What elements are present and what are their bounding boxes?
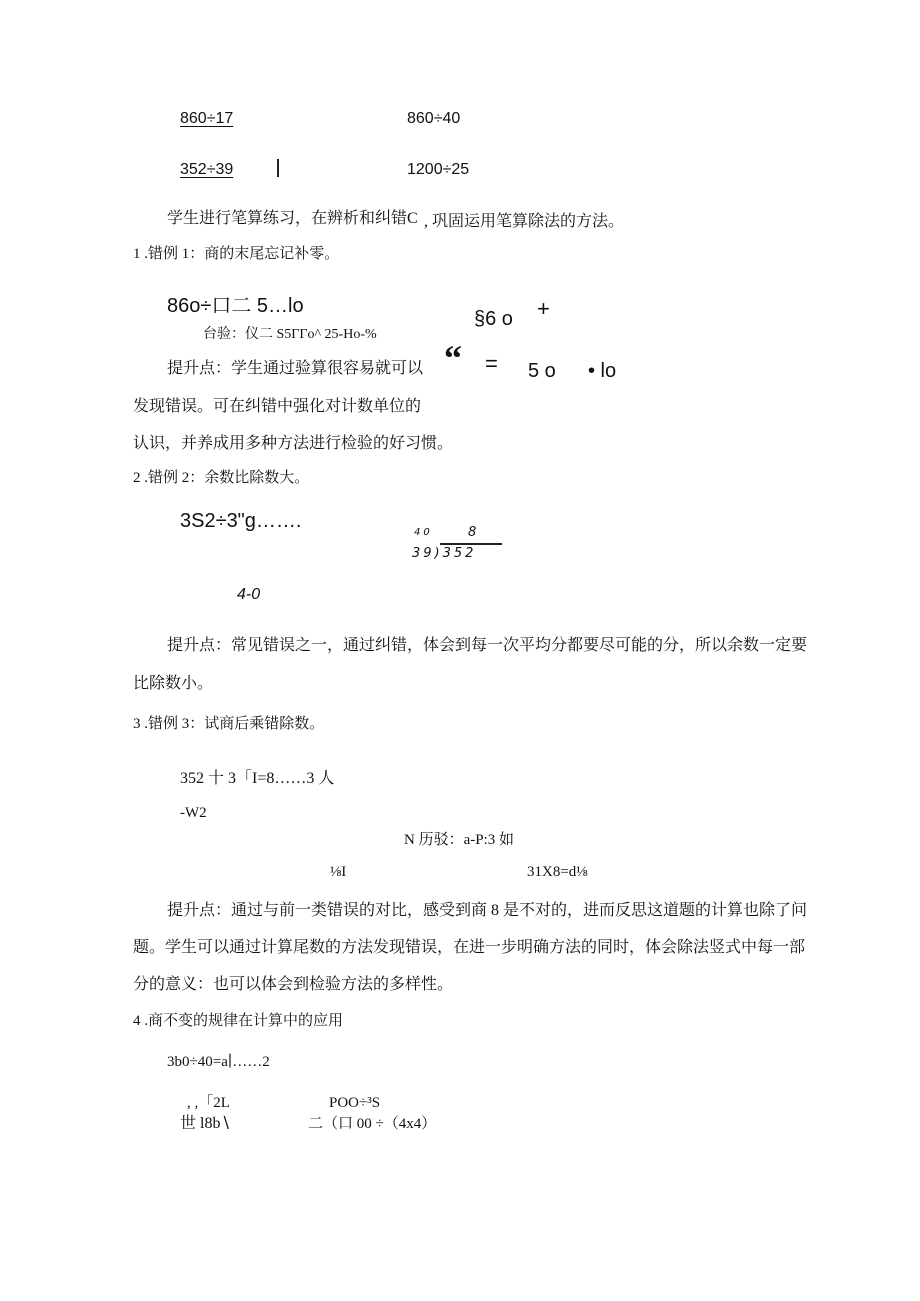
- error3-tip-line3: 分的意义：也可以体会到检验方法的多样性。: [133, 976, 454, 993]
- hw-division-bar: [440, 543, 502, 545]
- error1-quote-mark: “: [444, 338, 462, 378]
- section4-row1-right: POO÷³S: [329, 1095, 381, 1111]
- error2-tip-line2: 比除数小。: [133, 675, 214, 692]
- hw-dividend-row: 39)352: [412, 546, 477, 561]
- error2-heading: 2 .错例 2：余数比除数大。: [133, 470, 310, 486]
- error3-tip-line2: 题。学生可以通过计算尾数的方法发现错误，在进一步明确方法的同时，体会除法竖式中每一部: [133, 939, 806, 956]
- section4-row1-left: , ,「2L: [187, 1095, 230, 1111]
- error3-subtraction: -W2: [180, 805, 207, 821]
- handwritten-long-division: [410, 525, 510, 568]
- error1-tip-line1: 提升点：学生通过验算很容易就可以: [167, 360, 424, 377]
- error1-plus: +: [537, 296, 550, 321]
- error3-tip-line1: 提升点：通过与前一类错误的对比，感受到商 8 是不对的，进而反思这道题的计算也除了问: [167, 902, 808, 919]
- problem-352-div-39: 352÷39: [180, 161, 234, 178]
- problem-1200-div-25: 1200÷25: [407, 161, 470, 178]
- error1-right-bottom2: • lo: [588, 360, 617, 382]
- error3-heading: 3 .错例 3：试商后乘错除数。: [133, 716, 325, 732]
- problem-860-div-17: 860÷17: [180, 110, 234, 127]
- error1-equals: =: [485, 351, 498, 376]
- error3-check: N 历驳：a-P:3 如: [404, 832, 514, 848]
- problem-860-div-40: 860÷40: [407, 110, 461, 127]
- error1-tip-line3: 认识，并养成用多种方法进行检验的好习惯。: [133, 435, 454, 452]
- intro-part1: 学生进行笔算练习，在辨析和纠错C: [167, 210, 418, 227]
- hw-quotient: 8: [468, 525, 480, 540]
- error3-equation: 352 十 3「I=8……3 人: [180, 770, 335, 787]
- error1-right-bottom: 5 o: [528, 360, 556, 382]
- error2-tip-line1: 提升点：常见错误之一，通过纠错，体会到每一次平均分都要尽可能的分，所以余数一定要: [167, 637, 808, 654]
- vertical-bar-mark: [277, 159, 279, 177]
- error1-equation: 86o÷口二 5…lo: [167, 295, 304, 317]
- error1-heading: 1 .错例 1：商的末尾忘记补零。: [133, 246, 340, 262]
- error1-right-top: §6 o: [474, 308, 513, 330]
- error1-check: 台验：仪二 S5ΓΓo^ 25-Ho-%: [203, 327, 377, 342]
- error3-right-small: 31X8=d⅛: [527, 864, 588, 880]
- section4-row2-left: 世 l8b∖: [180, 1115, 231, 1132]
- error2-remainder: 4-0: [237, 586, 261, 603]
- hw-small-number: 40: [414, 527, 433, 538]
- intro-part2: , 巩固运用笔算除法的方法。: [424, 213, 625, 230]
- section4-equation: 3b0÷40=a∣……2: [167, 1054, 270, 1070]
- section4-row2-right: 二（口 00 ÷（4x4）: [308, 1116, 437, 1132]
- error2-equation: 3S2÷3"g…….: [180, 510, 302, 532]
- section4-heading: 4 .商不变的规律在计算中的应用: [133, 1013, 344, 1029]
- error1-tip-line2: 发现错误。可在纠错中强化对计数单位的: [133, 398, 422, 415]
- error3-left-small: ⅛I: [330, 864, 347, 880]
